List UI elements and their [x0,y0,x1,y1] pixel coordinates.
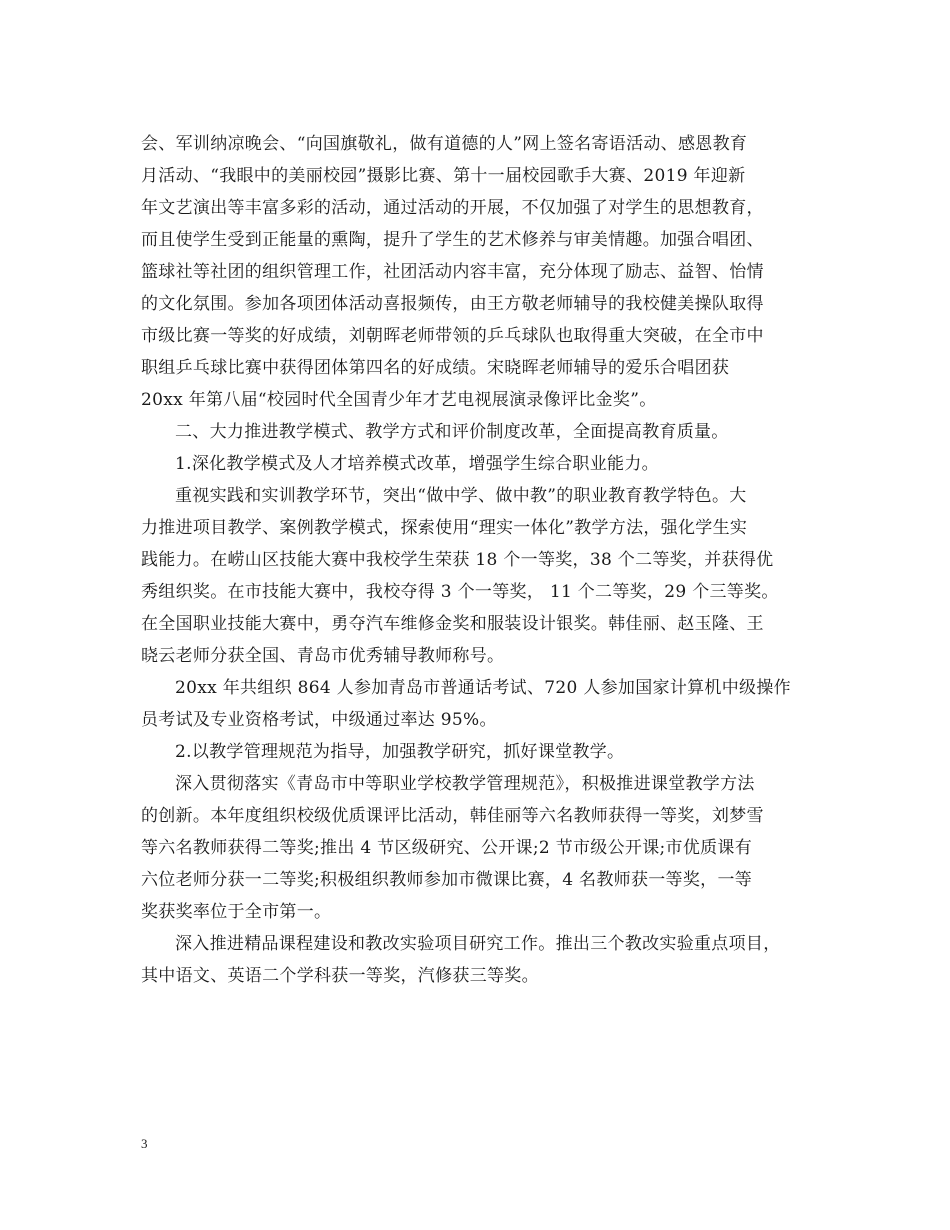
text-line: 职组乒乓球比赛中获得团体第四名的好成绩。宋晓晖老师辅导的爱乐合唱团获 [141,358,730,378]
page-number: 3 [141,1136,148,1151]
text-line: 月活动、“我眼中的美丽校园”摄影比赛、第十一届校园歌手大赛、2019 年迎新 [141,166,746,186]
text-line: 力推进项目教学、案例教学模式，探索使用“理实一体化”教学方法，强化学生实 [141,518,748,538]
text-line: 的创新。本年度组织校级优质课评比活动，韩佳丽等六名教师获得一等奖，刘梦雪 [141,806,764,826]
text-line: 践能力。在崂山区技能大赛中我校学生荣获 18 个一等奖，38 个二等奖，并获得优 [141,550,774,570]
text-line: 晓云老师分获全国、青岛市优秀辅导教师称号。 [141,646,505,666]
text-line: 深入推进精品课程建设和教改实验项目研究工作。推出三个教改实验重点项目， [175,934,781,954]
text-line: 而且使学生受到正能量的熏陶，提升了学生的艺术修养与审美情趣。加强合唱团、 [141,230,764,250]
text-line: 深入贯彻落实《青岛市中等职业学校教学管理规范》，积极推进课堂教学方法 [175,774,755,794]
text-line: 年文艺演出等丰富多彩的活动，通过活动的开展，不仅加强了对学生的思想教育， [141,198,764,218]
subsection-heading: 1.深化教学模式及人才培养模式改革，增强学生综合职业能力。 [175,454,659,474]
document-body [141,128,831,992]
text-line: 重视实践和实训教学环节，突出“做中学、做中教”的职业教育教学特色。大 [175,486,747,506]
text-line: 奖获奖率位于全市第一。 [141,902,332,922]
section-heading: 二、大力推进教学模式、教学方式和评价制度改革，全面提高教育质量。 [175,422,729,442]
text-line: 在全国职业技能大赛中，勇夺汽车维修金奖和服装设计银奖。韩佳丽、赵玉隆、王 [141,614,764,634]
text-line: 六位老师分获一二等奖;积极组织教师参加市微课比赛，4 名教师获一等奖，一等 [141,870,753,890]
text-line: 20xx 年共组织 864 人参加青岛市普通话考试、720 人参加国家计算机中级操作 [175,678,791,698]
text-line: 20xx 年第八届“校园时代全国青少年才艺电视展演录像评比金奖”。 [141,390,657,410]
text-line: 市级比赛一等奖的好成绩，刘朝晖老师带领的乒乓球队也取得重大突破，在全市中 [141,326,764,346]
text-line: 等六名教师获得二等奖;推出 4 节区级研究、公开课;2 节市级公开课;市优质课有 [141,838,753,858]
text-line: 员考试及专业资格考试，中级通过率达 95%。 [141,710,497,730]
text-line: 篮球社等社团的组织管理工作，社团活动内容丰富，充分体现了励志、益智、怡情 [141,262,764,282]
text-line: 秀组织奖。在市技能大赛中，我校夺得 3 个一等奖， 11 个二等奖，29 个三等奖。 [141,582,779,602]
text-line: 其中语文、英语二个学科获一等奖，汽修获三等奖。 [141,966,539,986]
text-line: 的文化氛围。参加各项团体活动喜报频传，由王方敬老师辅导的我校健美操队取得 [141,294,764,314]
text-line: 会、军训纳凉晚会、“向国旗敬礼，做有道德的人”网上签名寄语活动、感恩教育 [141,134,748,154]
subsection-heading: 2.以教学管理规范为指导，加强教学研究，抓好课堂教学。 [175,742,625,762]
